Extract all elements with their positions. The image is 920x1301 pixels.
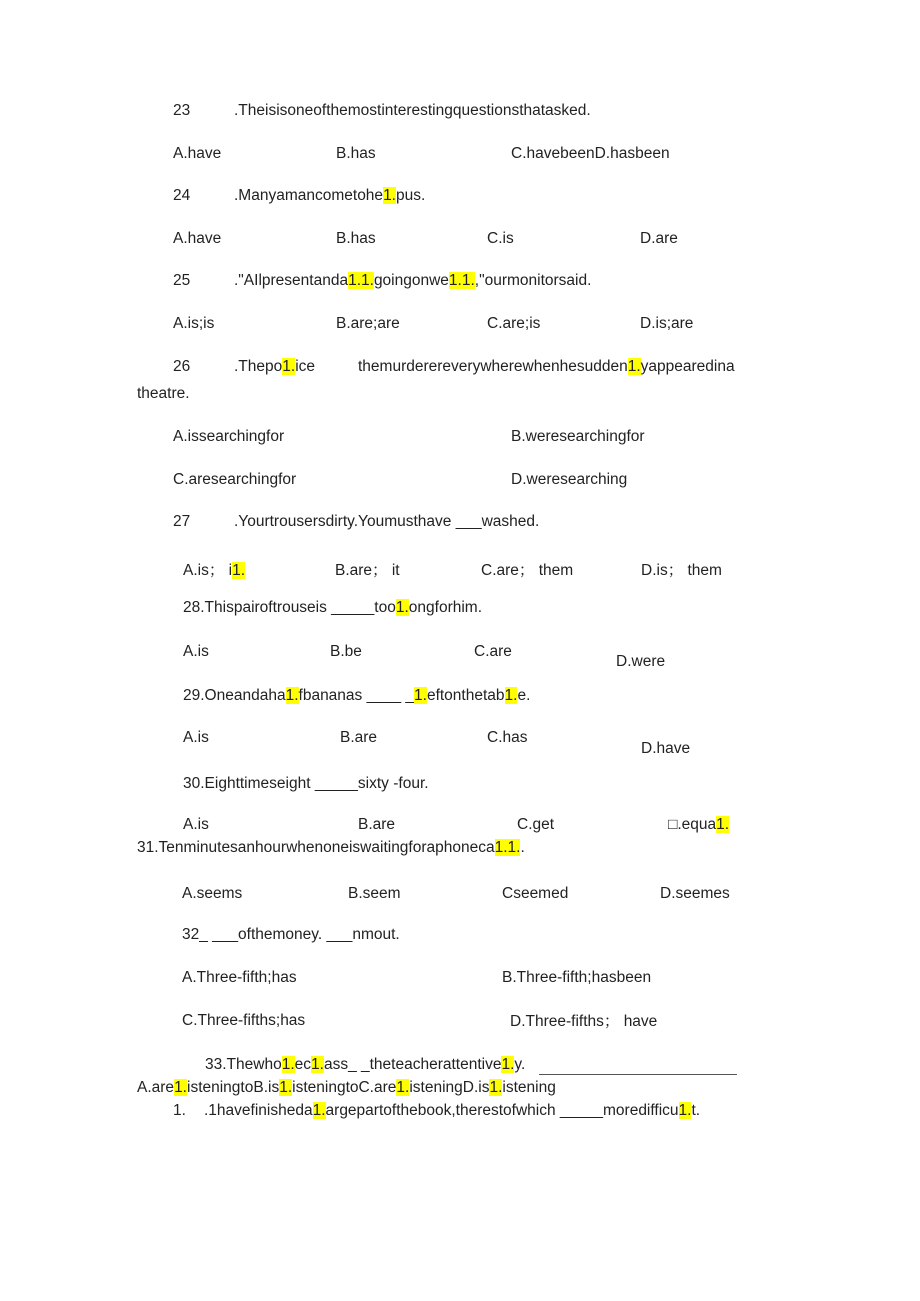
q33-stem: 33.Thewho1.ec1.ass_ _theteacherattentive1.y. (205, 1056, 526, 1073)
q28-option-c: C.are (474, 643, 512, 660)
q27-option-d: D.is； them (641, 562, 722, 579)
q26-option-a: A.issearchingfor (173, 428, 285, 445)
highlight-mark: 1. (282, 358, 296, 375)
q25-option-d: D.is;are (640, 315, 694, 332)
q24-option-b: B.has (336, 230, 376, 247)
q32-option-d: D.Three-fifths； have (510, 1013, 658, 1030)
q29-stem: 29.Oneandaha1.fbananas ____ _1.eftonthetab1.e. (183, 687, 531, 704)
q27-option-a: A.is； i1. (183, 562, 246, 579)
q26-stem-continuation: theatre. (137, 385, 190, 402)
q31-stem: 31.Tenminutesanhourwhenoneiswaitingforaphoneca1.1.. (137, 839, 525, 856)
q27-number: 27 (173, 513, 191, 530)
highlight-mark: 1. (279, 1079, 293, 1096)
highlight-mark: 1. (281, 1056, 295, 1073)
q26-stem-part2: themurderereverywherewhenhesudden1.yappearedina (358, 358, 735, 375)
q31-option-b: B.seem (348, 885, 401, 902)
answer-underline (539, 1074, 737, 1075)
q29-option-d: D.have (641, 740, 691, 757)
q24-stem: .Manyamancometohe1.pus. (234, 187, 426, 204)
q1-number: 1. (173, 1102, 186, 1119)
highlight-mark: 1. (312, 1102, 326, 1119)
q24-option-c: C.is (487, 230, 514, 247)
q25-number: 25 (173, 272, 191, 289)
q23-option-cd: C.havebeenD.hasbeen (511, 145, 670, 162)
highlight-mark: 1. (501, 1056, 515, 1073)
highlight-mark: 1. (232, 562, 246, 579)
q29-option-b: B.are (340, 729, 378, 746)
q28-stem: 28.Thispairoftrouseis _____too1.ongforhim. (183, 599, 483, 616)
highlight-mark: 1. (504, 687, 518, 704)
q31-option-c: Cseemed (502, 885, 569, 902)
highlight-mark: 1. (395, 599, 409, 616)
highlight-mark: 1. (678, 1102, 692, 1119)
highlight-mark: 1. (174, 1079, 187, 1096)
highlight-mark: 1. (383, 187, 396, 204)
q29-option-c: C.has (487, 729, 528, 746)
q30-option-a: A.is (183, 816, 209, 833)
q24-option-a: A.have (173, 230, 222, 247)
q30-option-d: □.equa1. (668, 816, 730, 833)
q32-option-c: C.Three-fifths;has (182, 1012, 306, 1029)
q32-stem: 32_ ___ofthemoney. ___nmout. (182, 926, 400, 943)
q23-option-a: A.have (173, 145, 222, 162)
q1-stem: .1havefinishedа1.argepartofthebook,therestofwhich _____moredifficu1.t. (204, 1102, 701, 1119)
highlight-mark: 1. (489, 1079, 503, 1096)
q28-option-d: D.were (616, 653, 666, 670)
q23-number: 23 (173, 102, 191, 119)
q32-option-a: A.Three-fifth;has (182, 969, 297, 986)
q24-option-d: D.are (640, 230, 678, 247)
highlight-mark: 1.1. (494, 839, 521, 856)
highlight-mark: 1. (627, 358, 641, 375)
highlight-mark: 1. (414, 687, 427, 704)
highlight-mark: 1. (285, 687, 299, 704)
q26-option-c: C.aresearchingfor (173, 471, 297, 488)
q24-number: 24 (173, 187, 191, 204)
q28-option-a: A.is (183, 643, 209, 660)
q25-option-a: A.is;is (173, 315, 215, 332)
highlight-mark: 1. (396, 1079, 410, 1096)
highlight-mark: 1. (716, 816, 730, 833)
q28-option-b: B.be (330, 643, 362, 660)
q23-stem: .Theisisoneofthemostinterestingquestionsthatasked. (234, 102, 591, 119)
q26-stem-part1: .Thepo1.ice (234, 358, 316, 375)
q33-options: A.are1.isteningtoB.is1.isteningtoC.are1.isteningD.is1.istening (137, 1079, 556, 1096)
q25-option-b: B.are;are (336, 315, 400, 332)
q31-option-d: D.seemes (660, 885, 730, 902)
q26-number: 26 (173, 358, 191, 375)
highlight-mark: 1.1. (448, 272, 475, 289)
q30-stem: 30.Eighttimeseight _____sixty -four. (183, 775, 429, 792)
q30-option-b: B.are (358, 816, 396, 833)
q31-option-a: A.seems (182, 885, 243, 902)
q23-option-b: B.has (336, 145, 376, 162)
highlight-mark: 1. (311, 1056, 324, 1073)
q27-stem: .Yourtrousersdirty.Youmusthave ___washed. (234, 513, 540, 530)
q30-option-c: C.get (517, 816, 555, 833)
q26-option-b: B.weresearchingfor (511, 428, 645, 445)
q27-option-c: C.are； them (481, 562, 574, 579)
highlight-mark: 1.1. (348, 272, 374, 289)
q27-option-b: B.are； it (335, 562, 400, 579)
q25-option-c: C.are;is (487, 315, 541, 332)
q32-option-b: B.Three-fifth;hasbeen (502, 969, 652, 986)
q29-option-a: A.is (183, 729, 209, 746)
q26-option-d: D.weresearching (511, 471, 628, 488)
q25-stem: ."AIlpresentanda1.1.goingonwe1.1.,"ourmonitorsaid. (234, 272, 592, 289)
